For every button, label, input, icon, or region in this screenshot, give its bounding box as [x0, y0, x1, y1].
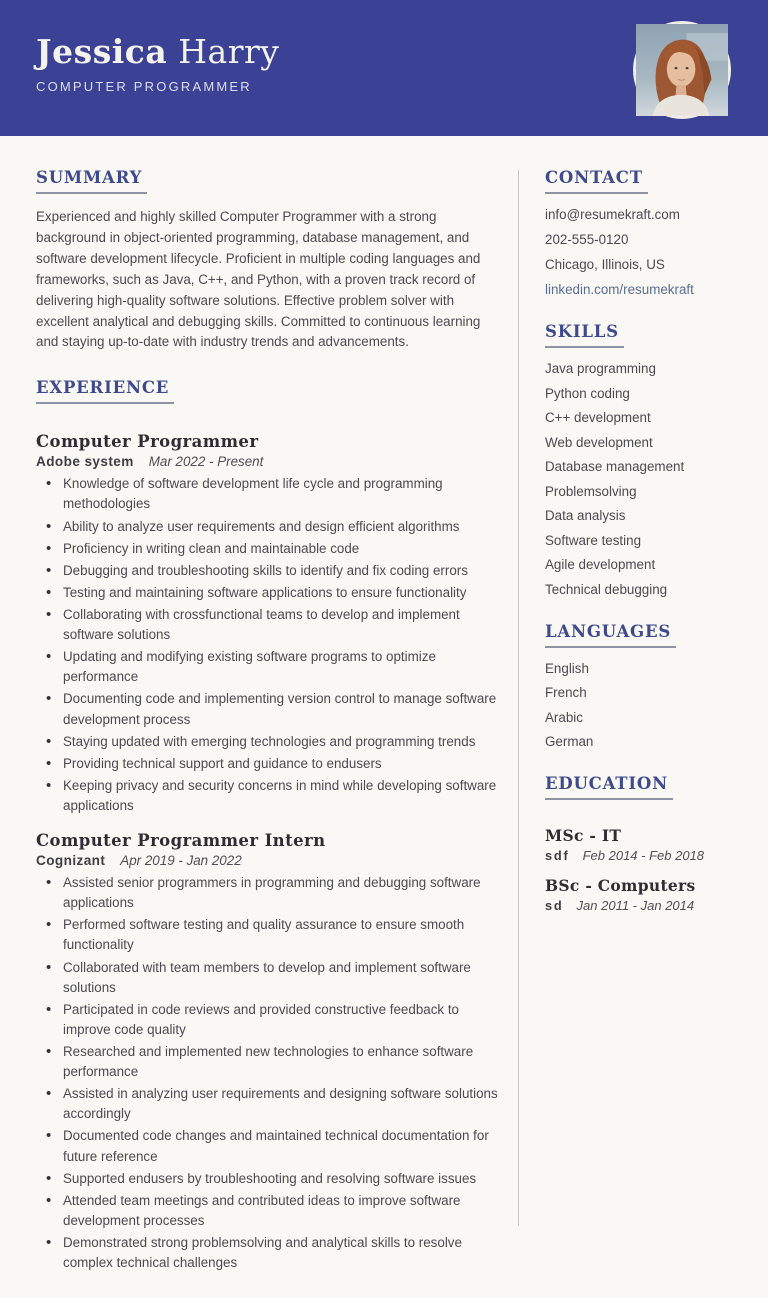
languages-heading: LANGUAGES	[545, 622, 676, 648]
skills-heading: SKILLS	[545, 322, 624, 348]
job-bullet: • Staying updated with emerging technologies and programming trends	[36, 732, 500, 752]
job-company: Cognizant	[36, 853, 106, 869]
skill-item: Web development	[545, 434, 653, 450]
contact-heading: CONTACT	[545, 168, 648, 194]
summary-text: Experienced and highly skilled Computer Programmer with a strong background in object-oriented programming, database management, and software development lifecycle. Proficient in multiple coding languages and frameworks, such as Java, C++, and Python, with a proven track record of delivering high-quality software solutions. Effective problem solver with excellent analytical and debugging skills. Committed to continuous learning and staying up-to-date with industry trends and advancements.	[36, 209, 481, 350]
job-bullet: • Documenting code and implementing version control to manage software development process	[36, 689, 500, 729]
job-entry	[36, 432, 500, 816]
skill-item: Problemsolving	[545, 483, 637, 499]
contact-section	[545, 168, 740, 297]
degree-meta	[545, 848, 740, 863]
job-bullet: • Debugging and troubleshooting skills to identify and fix coding errors	[36, 561, 500, 581]
job-bullet: • Testing and maintaining software applications to ensure functionality	[36, 583, 500, 603]
job-meta	[36, 853, 500, 868]
job-bullet: • Researched and implemented new technologies to enhance software performance	[36, 1042, 500, 1082]
job-bullet-list	[36, 474, 500, 816]
job-bullet-list	[36, 873, 500, 1273]
skills-section	[545, 322, 740, 597]
job-dates: Apr 2019 - Jan 2022	[120, 853, 242, 869]
profile-photo-illustration	[636, 24, 728, 116]
job-bullet: • Collaborated with team members to develop and implement software solutions	[36, 958, 500, 998]
job-bullet: • Collaborating with crossfunctional teams to develop and implement software solutions	[36, 605, 500, 645]
skill-item: C++ development	[545, 410, 651, 425]
job-company: Adobe system	[36, 454, 134, 470]
degree-entry	[545, 876, 740, 913]
job-title: Computer Programmer Intern	[36, 831, 326, 851]
degree-entry	[545, 826, 740, 863]
left-column	[36, 168, 518, 1298]
degree-name: BSc - Computers	[545, 876, 696, 895]
job-bullet: • Demonstrated strong problemsolving and analytical skills to resolve complex technical challenges	[36, 1233, 500, 1273]
linkedin-link[interactable]: linkedin.com/resumekraft	[545, 282, 694, 297]
language-item: English	[545, 660, 589, 676]
language-item: German	[545, 734, 594, 749]
skill-item: Database management	[545, 459, 685, 474]
job-bullet: • Providing technical support and guidance to endusers	[36, 754, 500, 774]
language-item: French	[545, 685, 587, 700]
job-dates: Mar 2022 - Present	[148, 454, 264, 470]
job-meta	[36, 454, 500, 469]
language-item: Arabic	[545, 709, 583, 725]
job-bullet: • Assisted in analyzing user requirements and designing software solutions accordingly	[36, 1084, 500, 1124]
skill-item: Software testing	[545, 532, 642, 548]
skill-item: Agile development	[545, 557, 656, 572]
job-bullet: • Updating and modifying existing software programs to optimize performance	[36, 647, 500, 687]
last-name: Harry	[178, 32, 280, 71]
summary-heading: SUMMARY	[36, 168, 147, 194]
skill-item: Java programming	[545, 361, 656, 376]
degree-name: MSc - IT	[545, 826, 622, 845]
job-bullet: • Performed software testing and quality assurance to ensure smooth functionality	[36, 915, 500, 955]
summary-section	[36, 168, 500, 353]
job-entry	[36, 831, 500, 1273]
skill-item: Python coding	[545, 385, 630, 401]
main-content	[0, 136, 768, 1298]
job-bullet: • Documented code changes and maintained technical documentation for future reference	[36, 1126, 500, 1166]
contact-location: Chicago, Illinois, US	[545, 257, 665, 272]
job-bullet: • Ability to analyze user requirements and design efficient algorithms	[36, 517, 500, 537]
job-bullet: • Proficiency in writing clean and maintainable code	[36, 539, 500, 559]
degree-meta	[545, 898, 740, 913]
job-bullet: • Knowledge of software development life cycle and programming methodologies	[36, 474, 500, 514]
degree-dates: Feb 2014 - Feb 2018	[582, 848, 705, 863]
job-role-subtitle: COMPUTER PROGRAMMER	[36, 79, 252, 95]
contact-phone: 202-555-0120	[545, 232, 629, 247]
skill-item: Technical debugging	[545, 581, 668, 597]
job-title: Computer Programmer	[36, 432, 259, 452]
education-section	[545, 774, 740, 913]
degree-school: sd	[545, 898, 564, 913]
job-bullet: • Assisted senior programmers in programming and debugging software applications	[36, 873, 500, 913]
contact-email: info@resumekraft.com	[545, 207, 680, 222]
job-bullet: • Keeping privacy and security concerns in mind while developing software applications	[36, 776, 500, 816]
first-name: Jessica	[36, 32, 168, 71]
profile-photo	[633, 21, 731, 119]
experience-section	[36, 378, 500, 1273]
job-bullet: • Attended team meetings and contributed ideas to improve software development processes	[36, 1191, 500, 1231]
education-heading: EDUCATION	[545, 774, 673, 800]
experience-heading: EXPERIENCE	[36, 378, 174, 404]
degree-school: sdf	[545, 848, 570, 863]
header-band	[0, 0, 768, 136]
job-bullet: • Supported endusers by troubleshooting and resolving software issues	[36, 1169, 500, 1189]
job-bullet: • Participated in code reviews and provided constructive feedback to improve code quality	[36, 1000, 500, 1040]
degree-dates: Jan 2011 - Jan 2014	[576, 898, 695, 913]
skill-item: Data analysis	[545, 508, 626, 523]
languages-section	[545, 622, 740, 750]
right-column	[519, 168, 740, 1298]
